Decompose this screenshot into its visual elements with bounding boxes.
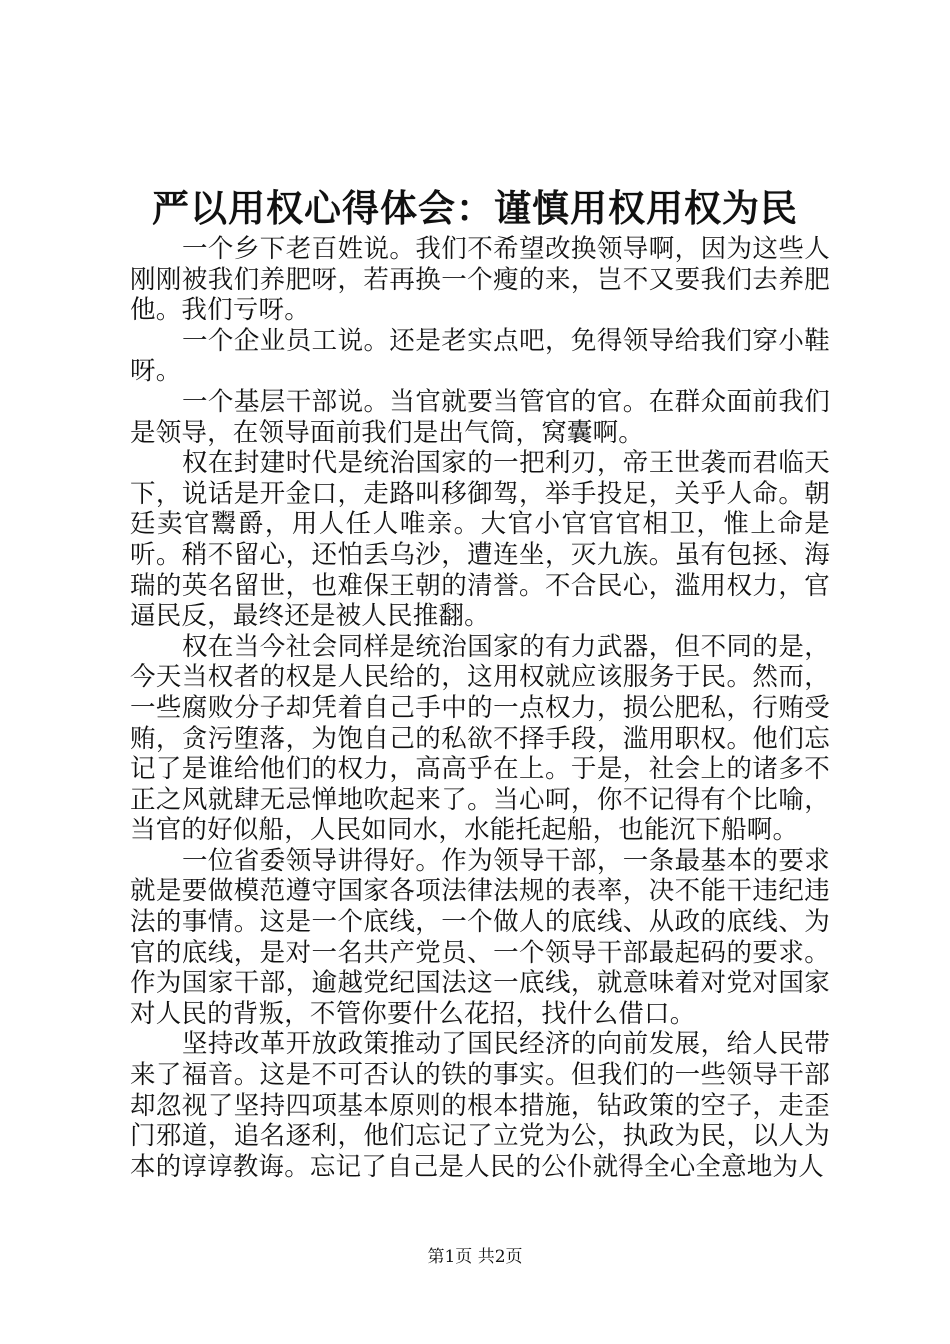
paragraph-6: 一位省委领导讲得好。作为领导干部，一条最基本的要求就是要做模范遵守国家各项法律法规的表率，决不能干违纪违法的事情。这是一个底线，一个做人的底线、从政的底线、为官的底线，是对一名共产党员、一个领导干部最起码的要求。作为国家干部，逾越党纪国法这一底线，就意味着对党对国家对人民的背叛，不管你要什么花招，找什么借口。 <box>130 845 830 1029</box>
paragraph-5: 权在当今社会同样是统治国家的有力武器，但不同的是，今天当权者的权是人民给的，这用权就应该服务于民。然而，一些腐败分子却凭着自己手中的一点权力，损公肥私，行贿受贿，贪污堕落，为饱自己的私欲不择手段，滥用职权。他们忘记了是谁给他们的权力，高高乎在上。于是，社会上的诸多不正之风就肆无忌惮地吹起来了。当心呵，你不记得有个比喻，当官的好似船，人民如同水，水能托起船，也能沉下船啊。 <box>130 631 830 846</box>
paragraph-4: 权在封建时代是统治国家的一把利刃，帝王世袭而君临天下，说话是开金口，走路叫移御驾，举手投足，关乎人命。朝廷卖官鬻爵，用人任人唯亲。大官小官官官相卫，惟上命是听。稍不留心，还怕丢乌沙，遭连坐，灭九族。虽有包拯、海瑞的英名留世，也难保王朝的清誉。不合民心，滥用权力，官逼民反，最终还是被人民推翻。 <box>130 448 830 632</box>
paragraph-1: 一个乡下老百姓说。我们不希望改换领导啊，因为这些人刚刚被我们养肥呀，若再换一个瘦的来，岂不又要我们去养肥他。我们亏呀。 <box>130 234 830 326</box>
document-title: 严以用权心得体会：谨慎用权用权为民 <box>152 187 798 230</box>
page-number-footer: 第1页 共2页 <box>427 1247 523 1267</box>
paragraph-2: 一个企业员工说。还是老实点吧，免得领导给我们穿小鞋呀。 <box>130 325 830 387</box>
document-body <box>130 234 830 1182</box>
paragraph-3: 一个基层干部说。当官就要当管官的官。在群众面前我们是领导，在领导面前我们是出气筒，窝囊啊。 <box>130 386 830 448</box>
paragraph-7: 坚持改革开放政策推动了国民经济的向前发展，给人民带来了福音。这是不可否认的铁的事实。但我们的一些领导干部却忽视了坚持四项基本原则的根本措施，钻政策的空子，走歪门邪道，追名逐利，他们忘记了立党为公，执政为民，以人为本的谆谆教诲。忘记了自己是人民的公仆就得全心全意地为人 <box>130 1029 830 1182</box>
